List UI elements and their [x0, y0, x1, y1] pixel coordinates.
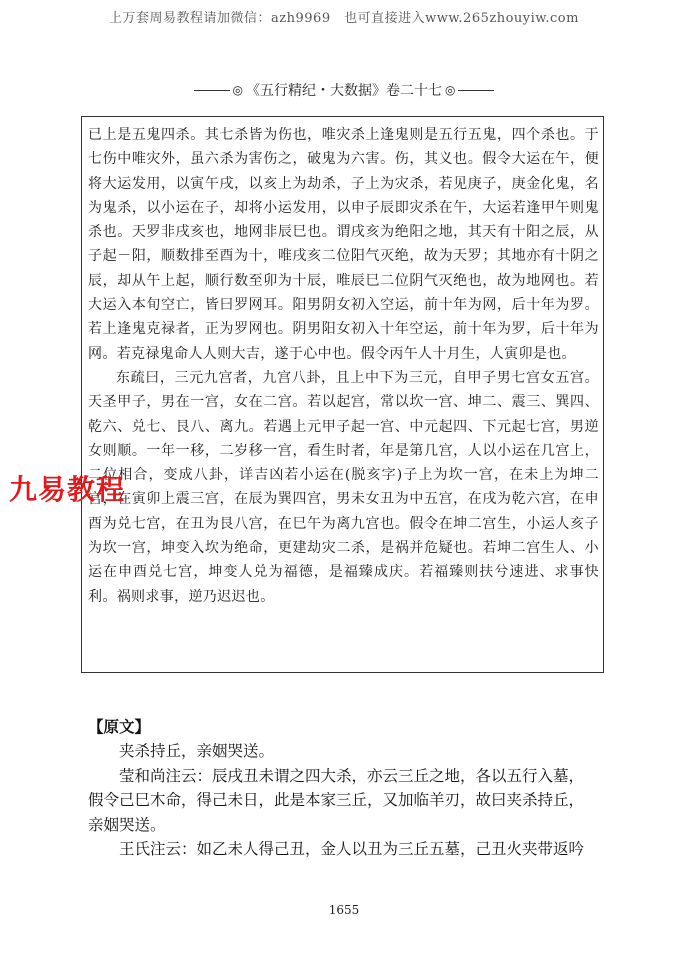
- commentary-paragraph: 东疏曰，三元九宫者，九宫八卦，且上中下为三元，自甲子男七宫女五宫。天圣甲子，男在一宫，女在二宫。若以起宫，常以坎一宫、坤二、震三、巽四、乾六、兑七、艮八、离九。若遇上元甲子起一宫、中元起四、下元起七宫，男逆女则顺。一年一移，二岁移一宫，看生时者，年是第几宫，人以小运在几宫上，二位相合，变成八卦，详吉凶若小运在(脱亥字)子上为坎一宫，在未上为坤二宫，在寅卯上震三宫，在辰为巽四宫，男未女丑为中五宫，在戌为乾六宫，在申酉为兑七宫，在丑为艮八宫，在巳午为离九宫也。假令在坤二宫生，小运人亥子为坎一宫，坤变入坎为绝命，更建劫灾二杀，是祸并危疑也。若坤二宫生人、小运在申酉兑七宫，坤变人兑为福德，是福臻成庆。若福臻则扶兮速进、求事快利。祸则求事，逆乃迟迟也。: [88, 369, 599, 605]
- original-text-section: [88, 715, 598, 862]
- section-heading: 【原文】: [88, 718, 151, 736]
- running-head: [0, 80, 688, 100]
- running-head-title: 《五行精纪・大数据》卷二十七: [246, 83, 442, 99]
- watermark-banner: 上万套周易教程请加微信：azh9969 也可直接进入www.265zhouyiw.com: [109, 11, 579, 26]
- left-ornament-icon: ◎: [232, 83, 243, 97]
- right-ornament-icon: ◎: [445, 83, 456, 97]
- right-rule: [458, 90, 494, 91]
- left-rule: [194, 90, 230, 91]
- annotation-paragraph: 莹和尚注云：辰戌丑未谓之四大杀，亦云三丘之地，各以五行入墓，假令己巳木命，得己未日，此是本家三丘，又加临羊刃，故曰夹杀持丘，亲姻哭送。: [88, 766, 585, 834]
- commentary-box: [81, 116, 604, 673]
- page-number: 1655: [328, 903, 360, 917]
- side-stamp: 九易教程: [9, 473, 126, 506]
- commentary-paragraph: 已上是五鬼四杀。其七杀皆为伤也，唯灾杀上逢鬼则是五行五鬼，四个杀也。于七伤中唯灾外，虽六杀为害伤之，破鬼为六害。伤，其义也。假令大运在午，便将大运发用，以寅午戌，以亥上为劫杀，子上为灾杀，若见庚子，庚金化鬼，名为鬼杀，以小运在子，却将小运发用，以申子辰即灾杀在午，大运若逢甲午则鬼杀也。天罗非戌亥也，地网非辰巳也。谓戌亥为绝阳之地，其天有十阳之辰，从子起－阳，顺数排至酉为十，唯戌亥二位阳气灭绝，故为天罗；其地亦有十阴之辰，却从午上起，顺行数至卯为十辰，唯辰巳二位阴气灭绝也，故为地网也。若大运入本旬空亡，皆曰罗网耳。阳男阴女初入空运，前十年为网，后十年为罗。若上逢鬼克禄者，正为罗网也。阴男阳女初入十年空运，前十年为罗，后十年为网。若克禄鬼命人人则大吉，遂于心中也。假令丙午人十月生，人寅卯是也。: [88, 127, 599, 362]
- original-paragraph: 夹杀持丘，亲姻哭送。: [119, 742, 275, 760]
- annotation-paragraph: 王氏注云：如乙未人得己丑，金人以丑为三丘五墓，己丑火夹带返吟: [119, 840, 585, 858]
